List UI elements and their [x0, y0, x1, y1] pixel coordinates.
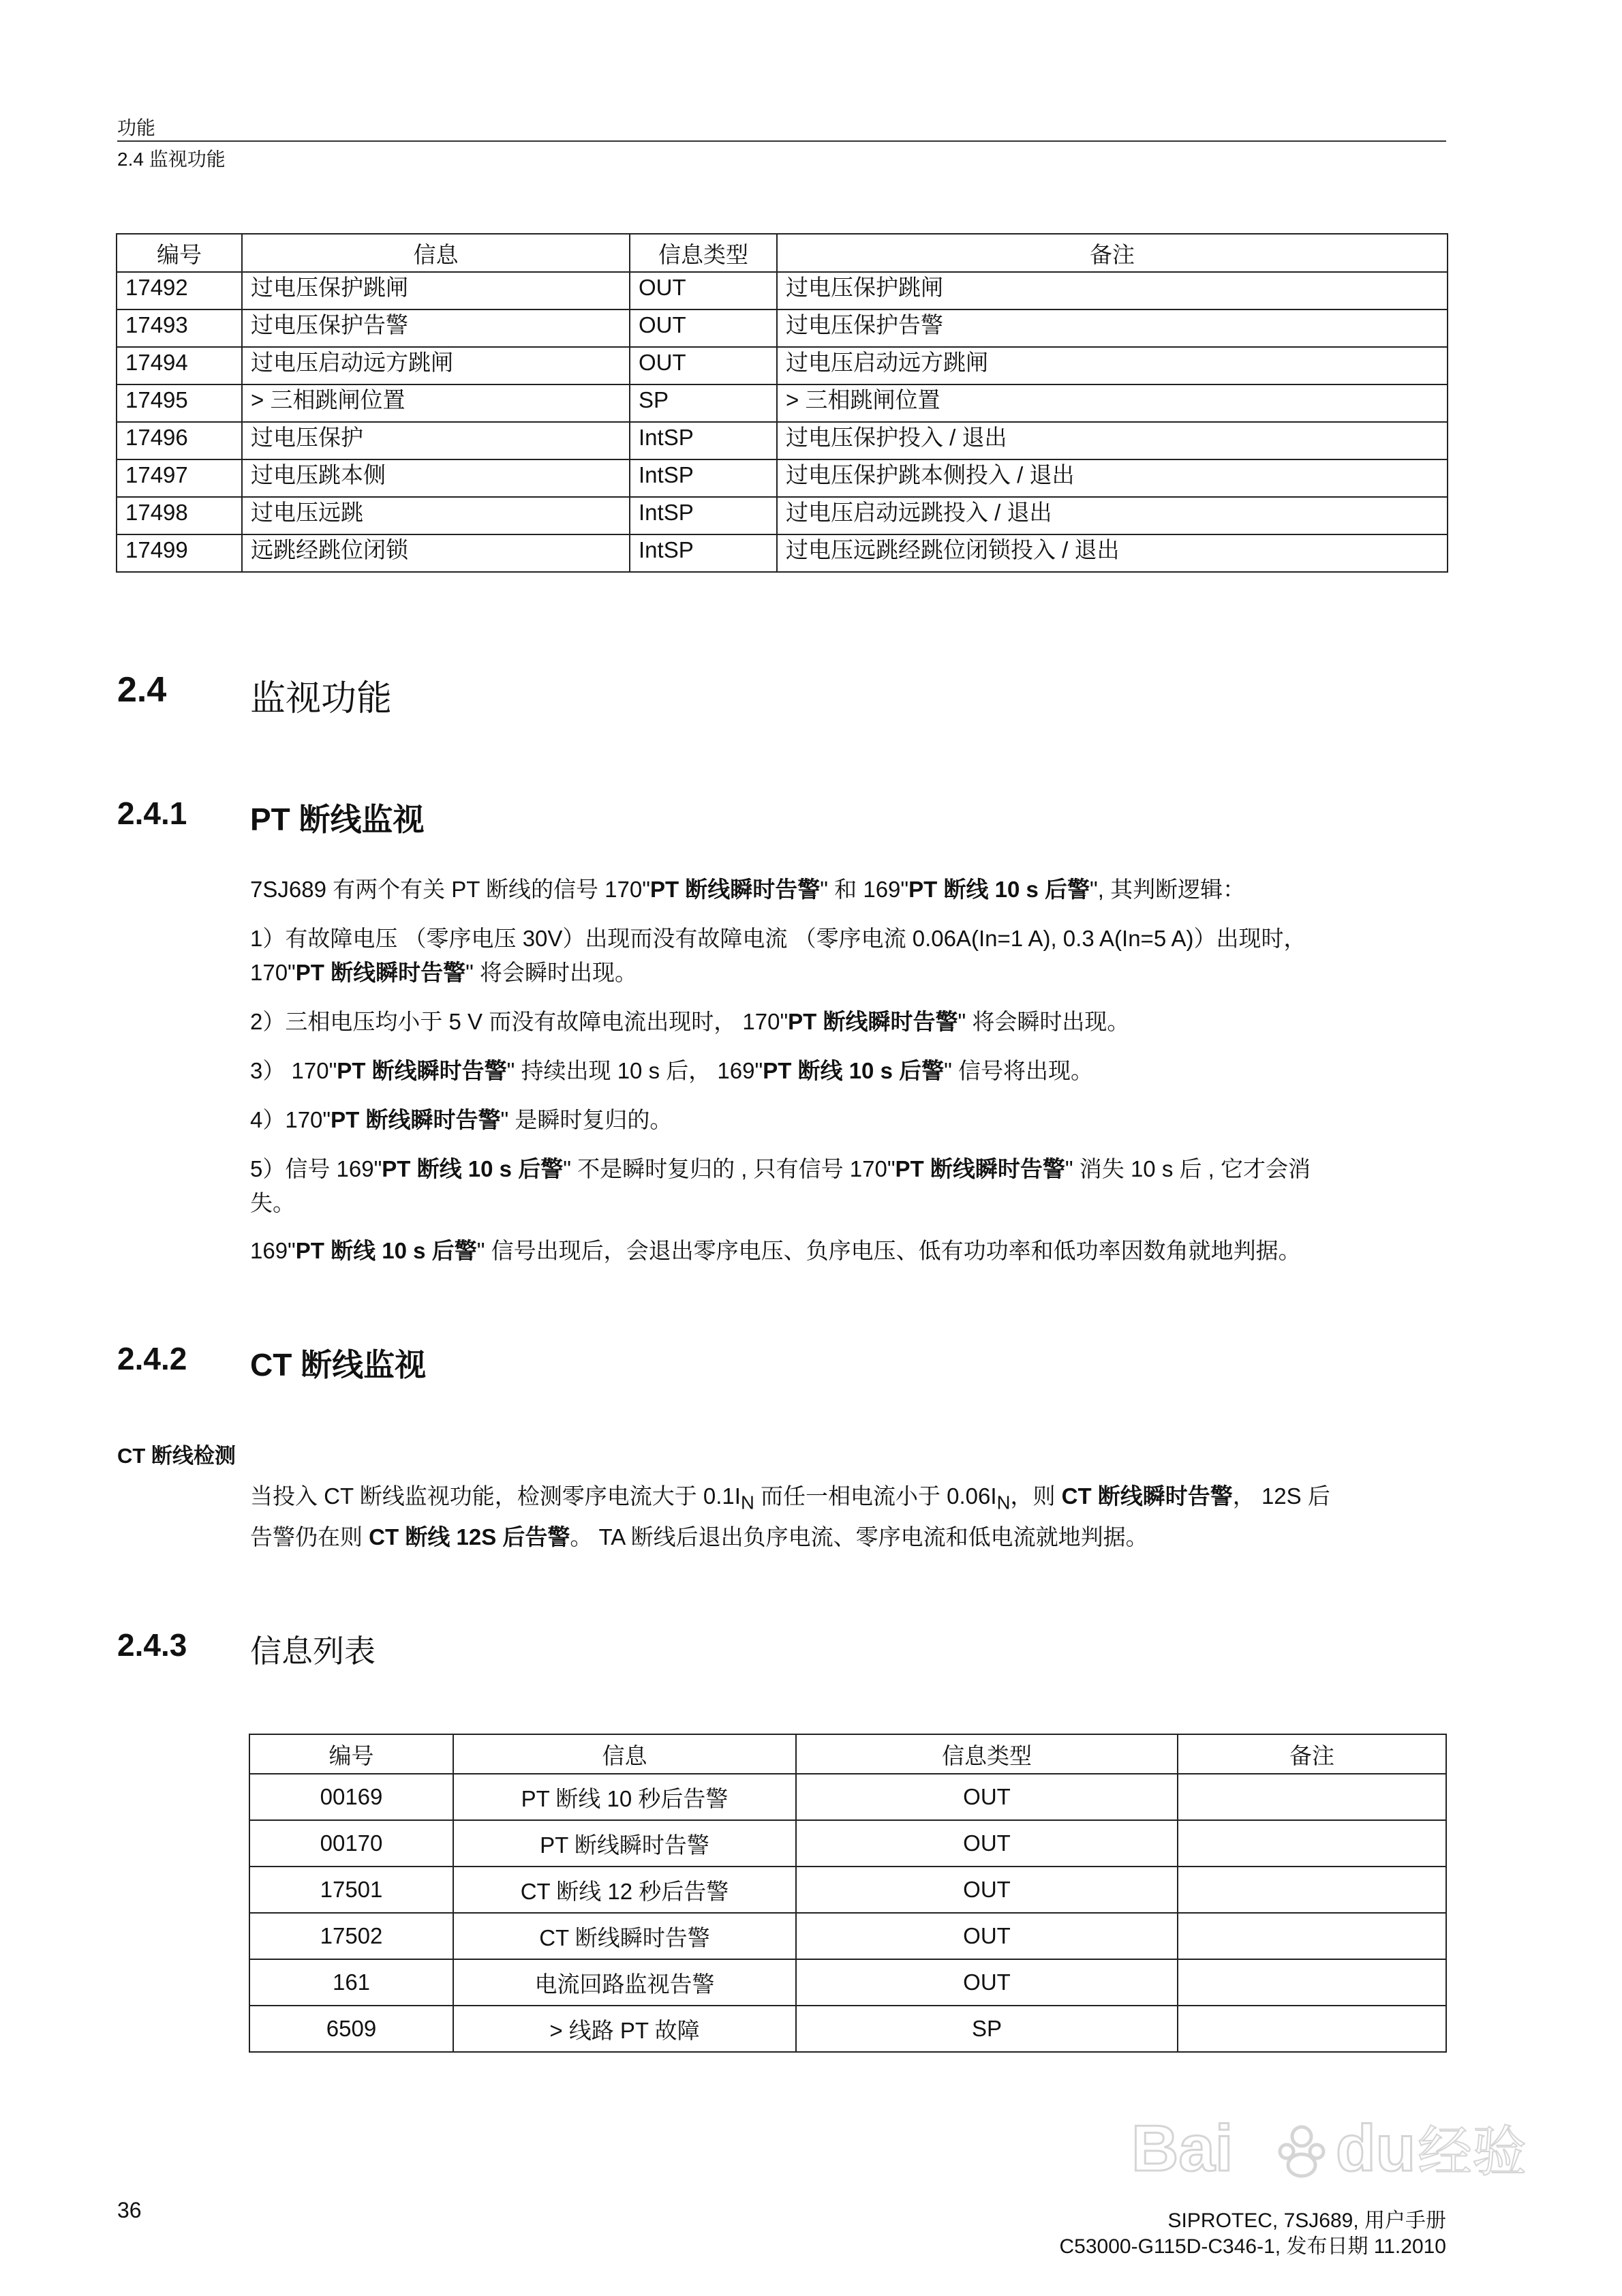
table-cell: 17495	[117, 384, 242, 422]
table-cell: PT 断线瞬时告警	[453, 1820, 796, 1867]
table-row	[117, 497, 1448, 534]
table-row	[117, 384, 1448, 422]
table-cell	[1178, 2006, 1446, 2052]
table-cell: OUT	[630, 347, 777, 384]
table-cell: 17494	[117, 347, 242, 384]
table-bottom	[249, 1734, 1447, 2053]
footer-manual-title: SIPROTEC, 7SJ689, 用户手册	[1167, 2209, 1446, 2232]
table-row	[117, 422, 1448, 459]
table-top-body	[117, 272, 1448, 572]
table-row	[249, 1774, 1446, 1820]
table-cell: 17499	[117, 534, 242, 572]
table-cell: 过电压保护跳本侧投入 / 退出	[777, 459, 1448, 497]
subsection-2-4-2-number: 2.4.2	[117, 1341, 187, 1376]
section-title: 监视功能	[250, 679, 393, 719]
table-row	[249, 2006, 1446, 2052]
table-cell: OUT	[796, 1867, 1178, 1913]
subsection-2-4-3-number: 2.4.3	[117, 1627, 187, 1663]
footer-doc-id: C53000-G115D-C346-1, 发布日期 11.2010	[1059, 2235, 1446, 2258]
section-number: 2.4	[117, 670, 167, 710]
table-cell: 电流回路监视告警	[453, 1959, 796, 2006]
paragraph-item-5: 5）信号 169"PT 断线 10 s 后警" 不是瞬时复归的 , 只有信号 170"PT 断线瞬时告警" 消失 10 s 后 , 它才会消 失。	[250, 1156, 1311, 1215]
table-bottom-header-row	[249, 1734, 1446, 1774]
table-cell: 17493	[117, 309, 242, 347]
table-cell: CT 断线瞬时告警	[453, 1913, 796, 1959]
table-cell: 过电压远跳经跳位闭锁投入 / 退出	[777, 534, 1448, 572]
subsection-2-4-3-title: 信息列表	[250, 1633, 376, 1669]
table-cell	[1178, 1774, 1446, 1820]
table-cell: IntSP	[630, 534, 777, 572]
ct-detection-subhead: CT 断线检测	[117, 1444, 236, 1468]
paragraph-ct-detection: 当投入 CT 断线监视功能，检测零序电流大于 $0.1I_N$ 而任一相电流小于 $0.06I_N$，则 CT 断线瞬时告警， 12S 后 告警仍在则 CT 断线 12S 后告警。 TA 断线后退出负序电流、零序电流和低电流就地判据。	[250, 1483, 1330, 1550]
table-cell	[1178, 1959, 1446, 2006]
table-cell: 过电压远跳	[242, 497, 630, 534]
table-cell: 00170	[249, 1820, 453, 1867]
table-cell: PT 断线 10 秒后告警	[453, 1774, 796, 1820]
svg-text:经验: 经验	[1418, 2120, 1527, 2184]
table-cell: 过电压启动远跳投入 / 退出	[777, 497, 1448, 534]
table-cell	[1178, 1913, 1446, 1959]
table-cell: OUT	[796, 1820, 1178, 1867]
table-cell: > 三相跳闸位置	[777, 384, 1448, 422]
table-row	[249, 1913, 1446, 1959]
table-cell: 17492	[117, 272, 242, 309]
table-row	[117, 459, 1448, 497]
paragraph-conclusion: 169"PT 断线 10 s 后警" 信号出现后，会退出零序电压、负序电压、低有功功率和低功率因数角就地判据。	[250, 1238, 1301, 1263]
column-header: 信息类型	[796, 1734, 1178, 1774]
subsection-2-4-1-number: 2.4.1	[117, 796, 187, 831]
page-number: 36	[117, 2198, 142, 2222]
table-cell: OUT	[630, 309, 777, 347]
table-cell: 过电压保护跳闸	[777, 272, 1448, 309]
table-cell: OUT	[796, 1959, 1178, 2006]
table-row	[249, 1867, 1446, 1913]
running-header-chapter: 功能	[117, 117, 156, 138]
table-cell: 00169	[249, 1774, 453, 1820]
column-header: 编号	[117, 234, 242, 272]
table-bottom-body	[249, 1774, 1446, 2052]
table-cell: 17497	[117, 459, 242, 497]
table-row	[117, 309, 1448, 347]
svg-text:Bai: Bai	[1131, 2112, 1234, 2184]
table-cell: 17501	[249, 1867, 453, 1913]
table-cell: IntSP	[630, 422, 777, 459]
header-rule	[117, 140, 1446, 142]
paragraph-item-4: 4）170"PT 断线瞬时告警" 是瞬时复归的。	[250, 1107, 673, 1132]
paragraph-item-2: 2）三相电压均小于 5 V 而没有故障电流出现时， 170"PT 断线瞬时告警" 将会瞬时出现。	[250, 1009, 1130, 1034]
table-cell: 过电压启动远方跳闸	[242, 347, 630, 384]
column-header: 信息	[453, 1734, 796, 1774]
table-row	[117, 272, 1448, 309]
table-cell: 17502	[249, 1913, 453, 1959]
table-cell: IntSP	[630, 459, 777, 497]
table-cell: CT 断线 12 秒后告警	[453, 1867, 796, 1913]
table-cell: 过电压保护告警	[242, 309, 630, 347]
column-header: 信息	[242, 234, 630, 272]
paragraph-intro: 7SJ689 有两个有关 PT 断线的信号 170"PT 断线瞬时告警" 和 169"PT 断线 10 s 后警", 其判断逻辑：	[250, 877, 1246, 902]
paragraph-item-1: 1）有故障电压 （零序电压 30V）出现而没有故障电流 （零序电流 0.06A(In=1 A), 0.3 A(In=5 A)）出现时， 170"PT 断线瞬时告警" 将会瞬时出现。	[250, 926, 1306, 985]
column-header: 编号	[249, 1734, 453, 1774]
table-row	[249, 1820, 1446, 1867]
table-top	[116, 233, 1448, 573]
subsection-2-4-1-title: PT 断线监视	[250, 802, 425, 837]
table-cell: OUT	[796, 1774, 1178, 1820]
table-cell: 远跳经跳位闭锁	[242, 534, 630, 572]
table-cell: SP	[630, 384, 777, 422]
table-cell: 过电压保护	[242, 422, 630, 459]
column-header: 备注	[777, 234, 1448, 272]
table-top-header-row	[117, 234, 1448, 272]
paragraph-item-3: 3） 170"PT 断线瞬时告警" 持续出现 10 s 后， 169"PT 断线 10 s 后警" 信号将出现。	[250, 1058, 1093, 1083]
table-cell: > 线路 PT 故障	[453, 2006, 796, 2052]
table-row	[249, 1959, 1446, 2006]
table-cell: 过电压启动远方跳闸	[777, 347, 1448, 384]
table-cell: 过电压保护告警	[777, 309, 1448, 347]
table-cell: SP	[796, 2006, 1178, 2052]
table-cell: OUT	[796, 1913, 1178, 1959]
table-cell: IntSP	[630, 497, 777, 534]
baidu-watermark-logo	[1131, 2102, 1540, 2184]
table-cell: 161	[249, 1959, 453, 2006]
table-cell: 17496	[117, 422, 242, 459]
svg-text:du: du	[1336, 2112, 1416, 2184]
table-cell: 6509	[249, 2006, 453, 2052]
column-header: 信息类型	[630, 234, 777, 272]
running-header-section: 2.4 监视功能	[117, 149, 226, 170]
table-cell: 17498	[117, 497, 242, 534]
table-row	[117, 347, 1448, 384]
subsection-2-4-2-title: CT 断线监视	[250, 1347, 427, 1383]
column-header: 备注	[1178, 1734, 1446, 1774]
table-cell: 过电压保护跳闸	[242, 272, 630, 309]
table-cell: 过电压跳本侧	[242, 459, 630, 497]
table-cell: 过电压保护投入 / 退出	[777, 422, 1448, 459]
table-cell	[1178, 1867, 1446, 1913]
table-row	[117, 534, 1448, 572]
table-cell: > 三相跳闸位置	[242, 384, 630, 422]
table-cell: OUT	[630, 272, 777, 309]
table-cell	[1178, 1820, 1446, 1867]
